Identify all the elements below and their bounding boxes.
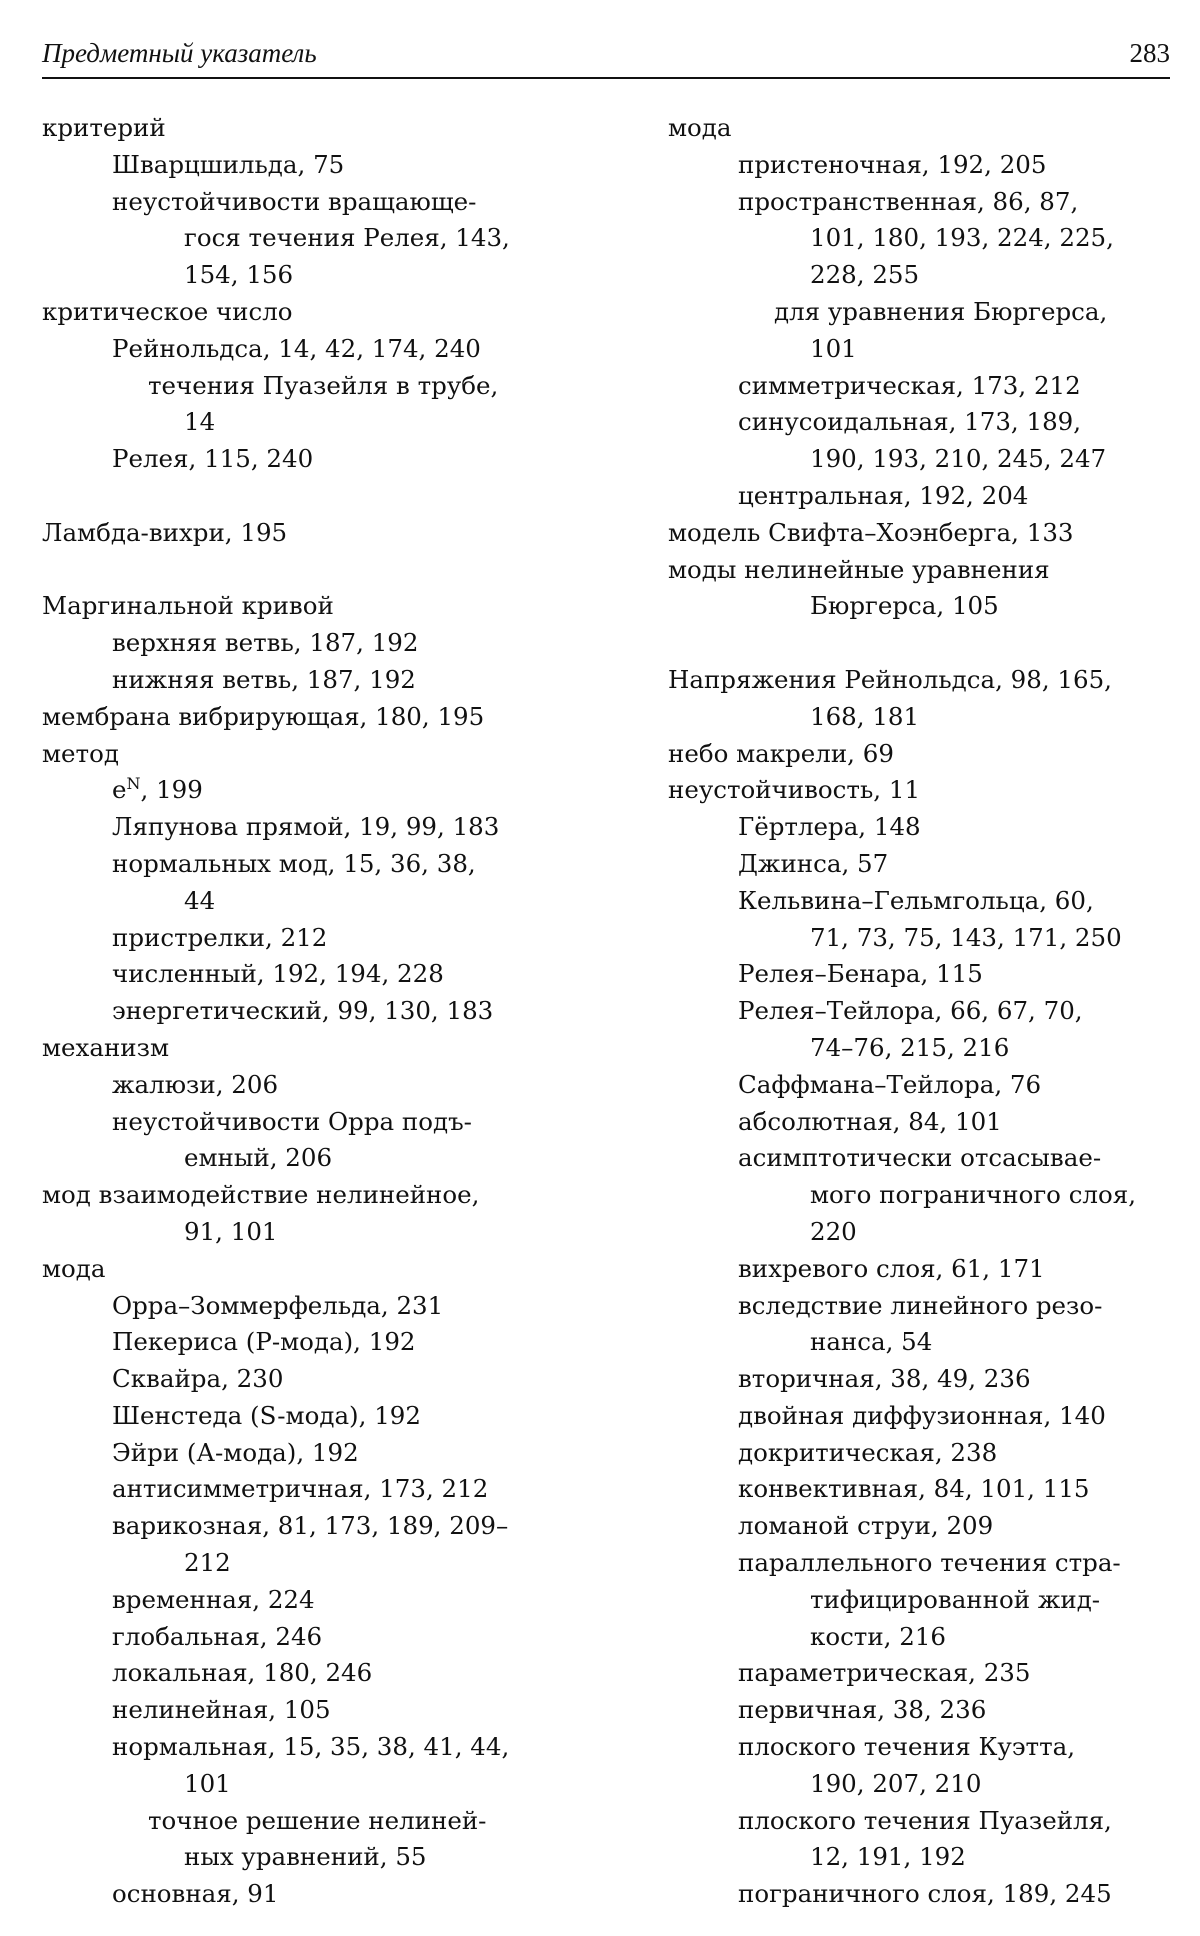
index-column-right [668, 110, 1171, 1913]
index-subentry: нормальных мод, 15, 36, 38, [112, 848, 476, 878]
index-continuation: 154, 156 [184, 260, 294, 290]
index-subentry: пристеночная, 192, 205 [738, 149, 1047, 179]
index-subentry: Релея–Тейлора, 66, 67, 70, [738, 996, 1083, 1026]
index-entry: критическое число [42, 296, 293, 326]
index-entry: Напряжения Рейнольдса, 98, 165, [668, 664, 1112, 694]
index-subentry: асимптотически отсасывае- [738, 1143, 1102, 1173]
index-subentry: Сквайра, 230 [112, 1364, 284, 1394]
header-rule [42, 77, 1170, 79]
index-subentry: ломаной струи, 209 [738, 1511, 994, 1541]
index-subentry: Пекериса (Р-мода), 192 [112, 1327, 416, 1357]
index-subentry: течения Пуазейля в трубе, [148, 370, 499, 400]
index-continuation: 101 [810, 333, 857, 363]
index-subentry: основная, 91 [112, 1879, 279, 1909]
index-entry: Ламбда-вихри, 195 [42, 517, 288, 547]
index-gap [668, 625, 1171, 662]
index-subentry: временная, 224 [112, 1584, 315, 1614]
index-subentry: локальная, 180, 246 [112, 1658, 373, 1688]
index-subentry: параллельного течения стра- [738, 1548, 1121, 1578]
index-subentry: Шварцшильда, 75 [112, 149, 345, 179]
index-subentry: двойная диффузионная, 140 [738, 1400, 1106, 1430]
index-entry: критерий [42, 113, 166, 142]
index-subentry: Рейнольдса, 14, 42, 174, 240 [112, 333, 481, 363]
index-subentry: энергетический, 99, 130, 183 [112, 996, 494, 1026]
index-subentry: нормальная, 15, 35, 38, 41, 44, [112, 1732, 510, 1762]
index-subentry: плоского течения Пуазейля, [738, 1805, 1112, 1835]
index-subentry: параметрическая, 235 [738, 1658, 1031, 1688]
index-subentry: для уравнения Бюргерса, [774, 296, 1108, 326]
index-subentry: глобальная, 246 [112, 1621, 323, 1651]
index-subentry: Саффмана–Тейлора, 76 [738, 1069, 1042, 1099]
index-entry: модель Свифта–Хоэнберга, 133 [668, 517, 1074, 547]
index-subentry [42, 772, 545, 809]
index-subentry: Кельвина–Гельмгольца, 60, [738, 885, 1094, 915]
index-subentry: Эйри (А-мода), 192 [112, 1437, 359, 1467]
index-continuation: 168, 181 [810, 701, 920, 731]
index-subentry: неустойчивости Орра подъ- [112, 1106, 472, 1136]
index-subentry: Релея, 115, 240 [112, 444, 314, 474]
index-continuation: емный, 206 [184, 1143, 333, 1173]
index-continuation: гося течения Релея, 143, [184, 223, 510, 253]
index-subentry: верхняя ветвь, 187, 192 [112, 628, 419, 658]
index-subentry: нижняя ветвь, 187, 192 [112, 664, 416, 694]
index-subentry: абсолютная, 84, 101 [738, 1106, 1002, 1136]
index-entry: мода [668, 113, 732, 142]
index-subentry: конвективная, 84, 101, 115 [738, 1474, 1090, 1504]
entry-superscript: N [126, 774, 141, 794]
index-subentry: Джинса, 57 [738, 848, 889, 878]
index-column-left [42, 110, 545, 1913]
index-gap [42, 478, 545, 515]
index-subentry: численный, 192, 194, 228 [112, 959, 444, 989]
index-subentry: пространственная, 86, 87, [738, 186, 1079, 216]
index-subentry: вследствие линейного резо- [738, 1290, 1103, 1320]
index-continuation: тифицированной жид- [810, 1584, 1101, 1614]
index-continuation: 101, 180, 193, 224, 225, [810, 223, 1114, 253]
index-subentry: жалюзи, 206 [112, 1069, 279, 1099]
index-subentry: Ляпунова прямой, 19, 99, 183 [112, 812, 500, 842]
index-continuation: 190, 193, 210, 245, 247 [810, 444, 1107, 474]
index-subentry: пограничного слоя, 189, 245 [738, 1879, 1112, 1909]
index-entry: мембрана вибрирующая, 180, 195 [42, 701, 485, 731]
index-gap [42, 552, 545, 589]
index-continuation: 14 [184, 407, 216, 437]
index-subentry: пристрелки, 212 [112, 922, 328, 952]
index-continuation: нанса, 54 [810, 1327, 933, 1357]
index-subentry: синусоидальная, 173, 189, [738, 407, 1082, 437]
index-continuation: Бюргерса, 105 [810, 591, 999, 621]
index-subentry: плоского течения Куэтта, [738, 1732, 1076, 1762]
index-entry: мод взаимодействие нелинейное, [42, 1180, 480, 1210]
index-entry: мода [42, 1253, 106, 1283]
index-subentry: неустойчивости вращающе- [112, 186, 477, 216]
page-number: 283 [1129, 38, 1170, 68]
index-entry: Маргинальной кривой [42, 591, 334, 621]
index-subentry: центральная, 192, 204 [738, 480, 1029, 510]
index-subentry: докритическая, 238 [738, 1437, 998, 1467]
entry-text: e [112, 775, 127, 805]
index-continuation: 44 [184, 885, 216, 915]
index-subentry: Шенстеда (S-мода), 192 [112, 1400, 421, 1430]
index-continuation: мого пограничного слоя, [810, 1180, 1136, 1210]
index-entry: неустойчивость, 11 [668, 775, 921, 805]
index-entry: механизм [42, 1032, 170, 1062]
index-subentry: антисимметричная, 173, 212 [112, 1474, 489, 1504]
index-entry: моды нелинейные уравнения [668, 554, 1050, 584]
index-subentry: вихревого слоя, 61, 171 [738, 1253, 1045, 1283]
index-subentry: Гёртлера, 148 [738, 812, 921, 842]
index-continuation: 91, 101 [184, 1216, 278, 1246]
index-continuation: 74–76, 215, 216 [810, 1032, 1010, 1062]
index-subentry: Орра–Зоммерфельда, 231 [112, 1290, 444, 1320]
index-subentry: нелинейная, 105 [112, 1695, 331, 1725]
index-subentry: Релея–Бенара, 115 [738, 959, 983, 989]
index-entry: метод [42, 738, 119, 768]
index-continuation: 228, 255 [810, 260, 920, 290]
index-subentry: варикозная, 81, 173, 189, 209– [112, 1511, 509, 1541]
index-continuation: кости, 216 [810, 1621, 947, 1651]
entry-pages: , 199 [140, 775, 203, 805]
index-continuation: 190, 207, 210 [810, 1768, 982, 1798]
index-continuation: 12, 191, 192 [810, 1842, 966, 1872]
running-title: Предметный указатель [42, 38, 317, 68]
index-continuation: 101 [184, 1768, 231, 1798]
index-continuation: 212 [184, 1548, 231, 1578]
index-subentry: вторичная, 38, 49, 236 [738, 1364, 1031, 1394]
index-subentry: точное решение нелиней- [148, 1805, 487, 1835]
index-subentry: симметрическая, 173, 212 [738, 370, 1081, 400]
index-entry: небо макрели, 69 [668, 738, 894, 768]
index-continuation: 71, 73, 75, 143, 171, 250 [810, 922, 1122, 952]
index-subentry: первичная, 38, 236 [738, 1695, 987, 1725]
index-continuation: ных уравнений, 55 [184, 1842, 427, 1872]
index-continuation: 220 [810, 1216, 857, 1246]
